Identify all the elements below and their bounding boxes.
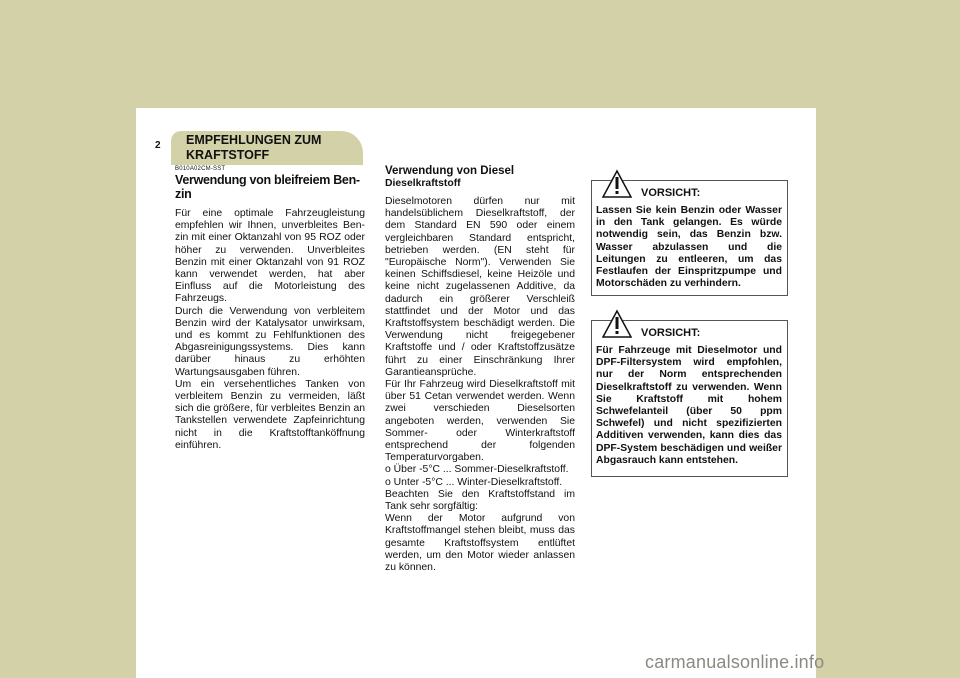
chapter-number: 1	[150, 112, 160, 131]
caution-body: Für Fahrzeuge mit Dieselmotor und DPF-Filtersystem wird empfohlen, nur der Norm entsprechenden Dieselkraftstoff zu verwenden. Wenn Sie Kraftstoff mit hohem Schwefelanteil (über 50 ppm Schwefel) und nicht spezifizierten Additiven verwenden, kann dies das DPF-System beschädigen und weißer Abgasrauch kann entstehen.	[596, 345, 782, 466]
column-gasoline	[175, 165, 365, 452]
caution-box-water	[591, 180, 788, 296]
caution-header	[596, 185, 782, 205]
column-diesel	[385, 165, 575, 574]
caution-header	[596, 325, 782, 345]
caution-title: VORSICHT:	[641, 187, 701, 199]
caution-box-dpf	[591, 320, 788, 477]
gasoline-heading: Verwendung von bleifreiem Ben-zin	[175, 173, 360, 201]
diesel-heading: Verwendung von Diesel	[385, 165, 515, 177]
page-number: 2	[155, 140, 161, 151]
caution-body: Lassen Sie kein Benzin oder Wasser in den Tank gelangen. Es würde notwendig sein, das Benzin bzw. Wasser abzulassen und die Leitungen zu entleeren, um das Festlaufen der Einspritzpumpe und Motorschäden zu verhindern.	[596, 205, 782, 290]
chapter-title: EIGENSCHAFTEN DES HYUNDAI	[166, 116, 311, 126]
watermark: carmanualsonline.info	[645, 652, 825, 672]
caution-title: VORSICHT:	[641, 327, 701, 339]
warning-triangle-icon	[602, 169, 632, 199]
diesel-subheading: Dieselkraftstoff	[385, 178, 461, 189]
section-code: B010A02CM-SST	[175, 166, 226, 172]
warning-triangle-icon	[602, 309, 632, 339]
diesel-body: Dieselmotoren dürfen nur mit handelsüblichem Dieselkraftstoff, der dem Standard EN 590 oder einem vergleichbaren Standard entspricht, betrieben werden. (EN steht für "Europäische Norm"). Verwenden Sie keinen Schiffsdiesel, keine Heizöle und keine nicht zugelassenen Additive, da dadurch ein größerer Verschleiß stattfindet und der Motor und das Kraftstoffsystem beschädigt werden. Die Verwendung nicht freigegebener Kraftstoffe und / oder Kraftstoffzusätze führt zu einer Einschränkung Ihrer Garantieansprüche. Für Ihr Fahrzeug wird Dieselkraftstoff mit über 51 Cetan verwendet werden. Wenn zwei verschieden Dieselsorten angeboten werden, verwenden Sie Sommer- oder Winterkraftstoff entsprechend der folgenden Temperaturvorgaben. o Über -5°C ... Sommer-Dieselkraftstoff. o Unter -5°C ... Winter-Dieselkraftstoff. Beachten Sie den Kraftstoffstand im Tank sehr sorgfältig: Wenn der Motor aufgrund von Kraftstoffmangel stehen bleibt, muss das gesamte Kraftstoffsystem entlüftet werden, um den Motor wieder anlassen zu können.	[385, 196, 575, 574]
section-title: EMPFEHLUNGEN ZUM KRAFTSTOFF	[186, 133, 322, 162]
gasoline-body: Für eine optimale Fahrzeugleistung empfehlen wir Ihnen, unverbleites Ben-zin mit einer Oktanzahl von 95 ROZ oder höher zu verwenden. Unverbleites Benzin mit einer Oktanzahl von 91 ROZ kann verwendet werden, hat aber Einfluss auf die Motorleistung des Fahrzeugs. Durch die Verwendung von verbleitem Benzin wird der Katalysator unwirksam, und es kommt zu Fehlfunktionen des Abgasreinigungssystems. Dies kann darüber hinaus zu erhöhten Wartungsausgaben führen. Um ein versehentliches Tanken von verbleitem Benzin zu vermeiden, läßt sich die größere, für verbleites Benzin an Tankstellen verwendete Zapfeinrichtung nicht in die Kraftstofftanköffnung einführen.	[175, 208, 365, 451]
